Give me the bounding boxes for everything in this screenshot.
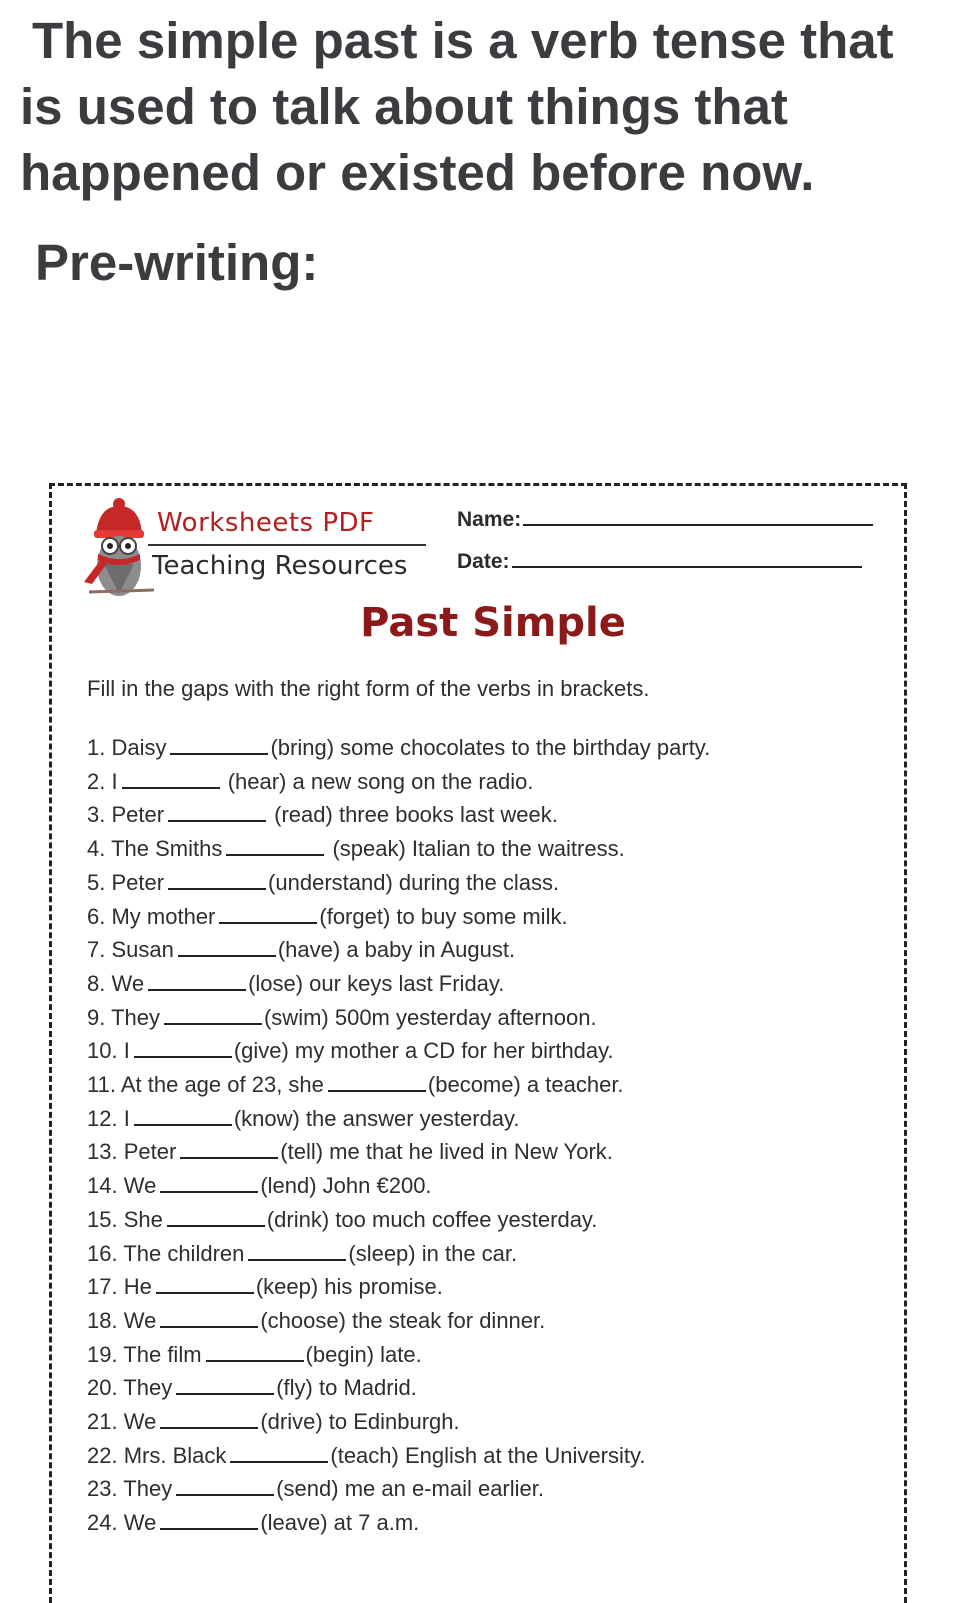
exercise-subject: 13. Peter bbox=[87, 1139, 177, 1165]
exercise-verb-hint: (become) a teacher. bbox=[427, 1072, 624, 1098]
exercise-verb-hint: (understand) during the class. bbox=[268, 869, 560, 895]
answer-blank bbox=[178, 953, 276, 957]
exercise-subject: 7. Susan bbox=[87, 937, 174, 963]
exercise-verb-hint: (send) me an e-mail earlier. bbox=[276, 1476, 544, 1502]
answer-blank bbox=[148, 987, 246, 991]
instruction-text: Fill in the gaps with the right form of the verbs in brackets. bbox=[87, 676, 650, 701]
exercise-verb-hint: (lend) John €200. bbox=[260, 1173, 432, 1199]
answer-blank bbox=[206, 1358, 304, 1362]
exercise-item bbox=[87, 1270, 710, 1304]
exercise-subject: 19. The film bbox=[87, 1341, 202, 1367]
exercise-item bbox=[87, 967, 710, 1001]
exercise-subject: 2. I bbox=[87, 768, 118, 794]
exercise-verb-hint: (read) three books last week. bbox=[268, 802, 558, 828]
answer-blank bbox=[176, 1492, 274, 1496]
exercise-item bbox=[87, 1034, 710, 1068]
exercise-item bbox=[87, 1338, 710, 1372]
answer-blank bbox=[230, 1459, 328, 1463]
exercise-subject: 4. The Smiths bbox=[87, 836, 223, 862]
exercise-verb-hint: (sleep) in the car. bbox=[348, 1240, 518, 1266]
exercise-verb-hint: (teach) English at the University. bbox=[330, 1442, 646, 1468]
exercise-verb-hint: (forget) to buy some milk. bbox=[319, 903, 568, 929]
answer-blank bbox=[160, 1189, 258, 1193]
exercise-item bbox=[87, 1506, 710, 1540]
exercise-subject: 3. Peter bbox=[87, 802, 165, 828]
exercise-item bbox=[87, 1405, 710, 1439]
exercise-item bbox=[87, 1102, 710, 1136]
brand-tagline: Teaching Resources bbox=[152, 551, 408, 581]
exercise-verb-hint: (hear) a new song on the radio. bbox=[221, 768, 534, 794]
answer-blank bbox=[168, 886, 266, 890]
exercise-verb-hint: (fly) to Madrid. bbox=[276, 1375, 417, 1401]
brand-name: Worksheets PDF bbox=[157, 508, 375, 538]
exercise-item bbox=[87, 1135, 710, 1169]
exercise-subject: 23. They bbox=[87, 1476, 173, 1502]
answer-blank bbox=[180, 1155, 278, 1159]
prewriting-heading: Pre-writing: bbox=[35, 234, 319, 291]
exercise-subject: 20. They bbox=[87, 1375, 173, 1401]
exercise-subject: 6. My mother bbox=[87, 903, 216, 929]
answer-blank bbox=[164, 1021, 262, 1025]
exercise-verb-hint: (tell) me that he lived in New York. bbox=[280, 1139, 613, 1165]
exercise-item bbox=[87, 1304, 710, 1338]
answer-blank bbox=[160, 1425, 258, 1429]
exercise-item bbox=[87, 1068, 710, 1102]
answer-blank bbox=[176, 1391, 274, 1395]
brand-divider bbox=[148, 544, 426, 546]
exercise-verb-hint: (begin) late. bbox=[305, 1341, 422, 1367]
answer-blank bbox=[168, 818, 266, 822]
exercise-subject: 22. Mrs. Black bbox=[87, 1442, 227, 1468]
exercise-verb-hint: (speak) Italian to the waitress. bbox=[326, 836, 625, 862]
owl-logo-icon bbox=[74, 494, 164, 604]
exercise-verb-hint: (leave) at 7 a.m. bbox=[260, 1510, 420, 1536]
exercise-verb-hint: (lose) our keys last Friday. bbox=[248, 970, 505, 996]
answer-blank bbox=[328, 1088, 426, 1092]
exercise-subject: 11. At the age of 23, she bbox=[87, 1072, 324, 1098]
exercise-item bbox=[87, 900, 710, 934]
answer-blank bbox=[160, 1526, 258, 1530]
exercise-item bbox=[87, 1472, 710, 1506]
exercise-item bbox=[87, 1237, 710, 1271]
exercise-verb-hint: (bring) some chocolates to the birthday party. bbox=[270, 735, 711, 760]
answer-blank bbox=[167, 1223, 265, 1227]
exercise-verb-hint: (drink) too much coffee yesterday. bbox=[266, 1206, 598, 1232]
exercise-subject: 16. The children bbox=[87, 1240, 245, 1266]
exercise-verb-hint: (have) a baby in August. bbox=[277, 937, 516, 963]
date-field bbox=[457, 550, 862, 574]
exercise-item bbox=[87, 1203, 710, 1237]
answer-blank bbox=[248, 1257, 346, 1261]
name-field bbox=[457, 508, 873, 532]
exercise-item bbox=[87, 798, 710, 832]
exercise-verb-hint: (know) the answer yesterday. bbox=[233, 1105, 520, 1131]
worksheet-image bbox=[49, 483, 907, 1603]
exercise-subject: 9. They bbox=[87, 1004, 160, 1030]
answer-blank bbox=[134, 1054, 232, 1058]
answer-blank bbox=[226, 852, 324, 856]
date-blank bbox=[512, 564, 862, 568]
exercise-verb-hint: (choose) the steak for dinner. bbox=[260, 1307, 546, 1333]
date-label: Date: bbox=[457, 550, 510, 573]
exercise-subject: 10. I bbox=[87, 1038, 130, 1064]
exercise-verb-hint: (drive) to Edinburgh. bbox=[260, 1409, 460, 1435]
exercise-item bbox=[87, 731, 710, 765]
exercise-verb-hint: (keep) his promise. bbox=[255, 1274, 443, 1300]
answer-blank bbox=[160, 1324, 258, 1328]
exercise-item bbox=[87, 765, 710, 799]
exercise-subject: 17. He bbox=[87, 1274, 152, 1300]
intro-line-1: The simple past is a verb tense that bbox=[32, 12, 894, 69]
answer-blank bbox=[156, 1290, 254, 1294]
exercise-subject: 5. Peter bbox=[87, 869, 165, 895]
answer-blank bbox=[122, 785, 220, 789]
intro-line-3: happened or existed before now. bbox=[20, 144, 815, 201]
exercise-item bbox=[87, 1439, 710, 1473]
exercise-list bbox=[87, 731, 710, 1540]
exercise-item bbox=[87, 1169, 710, 1203]
exercise-item bbox=[87, 1371, 710, 1405]
exercise-item bbox=[87, 866, 710, 900]
exercise-subject: 12. I bbox=[87, 1105, 130, 1131]
answer-blank bbox=[170, 751, 268, 755]
worksheet-title: Past Simple bbox=[360, 600, 626, 646]
exercise-item bbox=[87, 933, 710, 967]
exercise-subject: 14. We bbox=[87, 1173, 157, 1199]
exercise-subject: 24. We bbox=[87, 1510, 157, 1536]
intro-line-2: is used to talk about things that bbox=[20, 78, 788, 135]
exercise-item bbox=[87, 832, 710, 866]
exercise-verb-hint: (give) my mother a CD for her birthday. bbox=[233, 1038, 614, 1064]
exercise-subject: 1. Daisy bbox=[87, 735, 167, 760]
exercise-subject: 15. She bbox=[87, 1206, 163, 1232]
exercise-subject: 18. We bbox=[87, 1307, 157, 1333]
name-label: Name: bbox=[457, 508, 522, 531]
exercise-subject: 21. We bbox=[87, 1409, 157, 1435]
intro-text bbox=[20, 8, 950, 206]
exercise-item bbox=[87, 1001, 710, 1035]
answer-blank bbox=[134, 1122, 232, 1126]
name-blank bbox=[523, 522, 873, 526]
answer-blank bbox=[219, 920, 317, 924]
exercise-verb-hint: (swim) 500m yesterday afternoon. bbox=[263, 1004, 597, 1030]
exercise-subject: 8. We bbox=[87, 970, 145, 996]
